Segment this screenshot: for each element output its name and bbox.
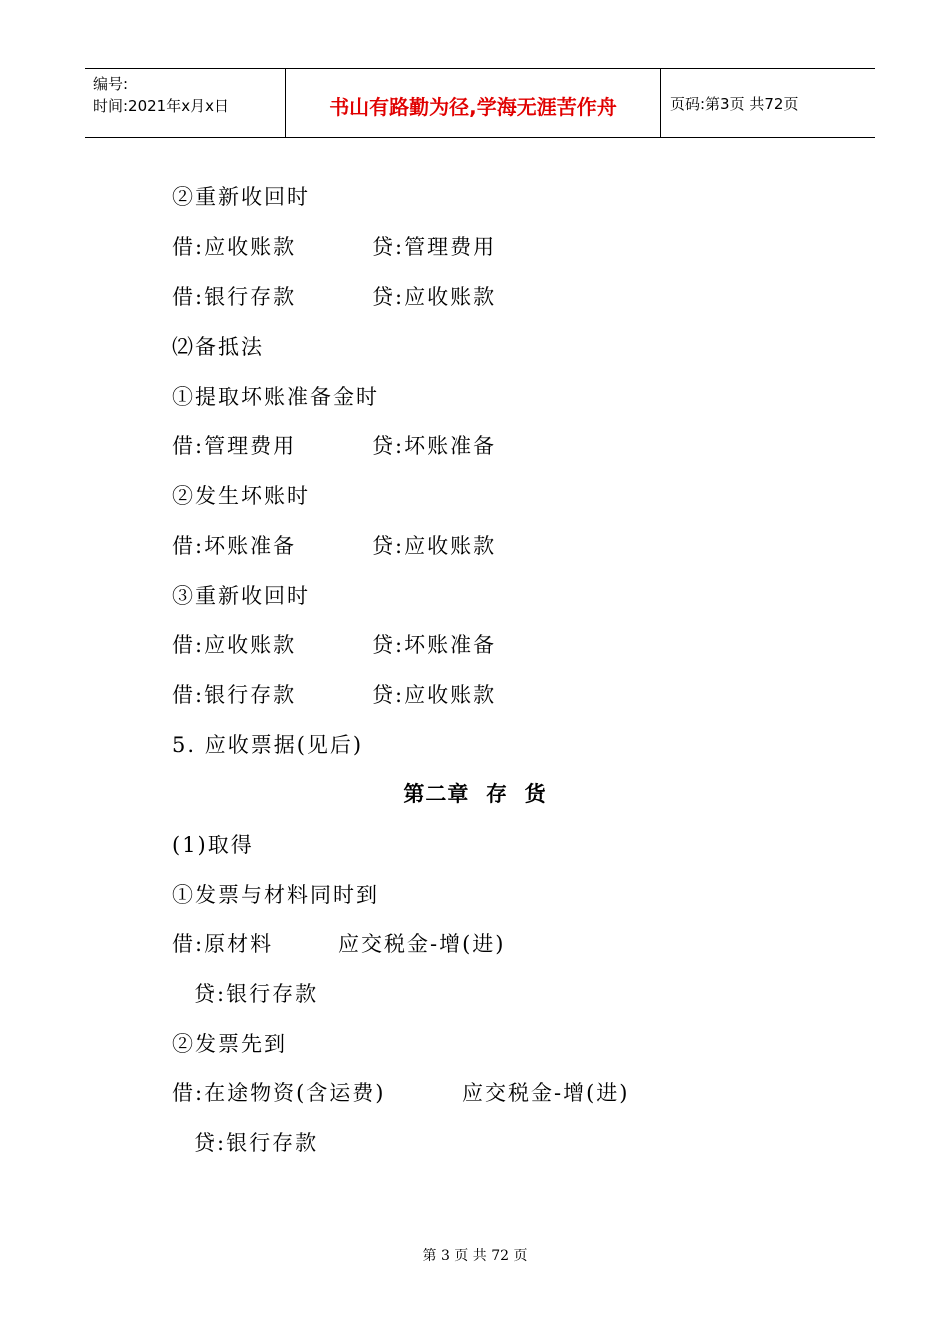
body-line: 应交税金-增(进) [462,1081,630,1105]
body-line: 借:银行存款 [172,683,297,707]
page-header [85,68,875,138]
header-motto-cell [285,69,661,137]
body-line: 借:应收账款 [172,633,297,657]
page-footer: 第 3 页 共 72 页 [422,1248,528,1264]
chapter-heading: 第二章 存 货 [403,782,547,806]
body-line: 借:原材料 [172,932,274,956]
header-page-info: 页码:第3页 共72页 [670,95,799,113]
number-label: 编号: [93,75,129,93]
body-line: 贷:银行存款 [194,1131,319,1155]
body-line: 贷:应收账款 [372,683,497,707]
body-line: 应交税金-增(进) [338,932,506,956]
body-line: ②发票先到 [172,1032,287,1056]
header-motto: 书山有路勤为径,学海无涯苦作舟 [329,95,617,119]
body-line: 贷:坏账准备 [372,633,497,657]
body-line: 5. 应收票据(见后) [172,733,364,757]
header-page-cell [660,69,875,137]
body-line: ①提取坏账准备金时 [172,385,379,409]
body-line: 借:管理费用 [172,434,297,458]
body-line: 贷:坏账准备 [372,434,497,458]
body-line: 借:在途物资(含运费) [172,1081,386,1105]
body-line: 贷:管理费用 [372,235,497,259]
body-line: 借:坏账准备 [172,534,297,558]
body-line: (1)取得 [172,833,254,857]
body-line: 借:应收账款 [172,235,297,259]
body-line: ①发票与材料同时到 [172,883,379,907]
date-line: 时间:2021年x月x日 [93,97,229,115]
body-line: 贷:应收账款 [372,285,497,309]
body-line: ⑵备抵法 [172,335,264,359]
body-line: 贷:应收账款 [372,534,497,558]
body-line: 借:银行存款 [172,285,297,309]
body-line: ③重新收回时 [172,584,310,608]
header-left-cell [85,69,285,137]
body-line: ②发生坏账时 [172,484,310,508]
body-line: ②重新收回时 [172,185,310,209]
body-line: 贷:银行存款 [194,982,319,1006]
